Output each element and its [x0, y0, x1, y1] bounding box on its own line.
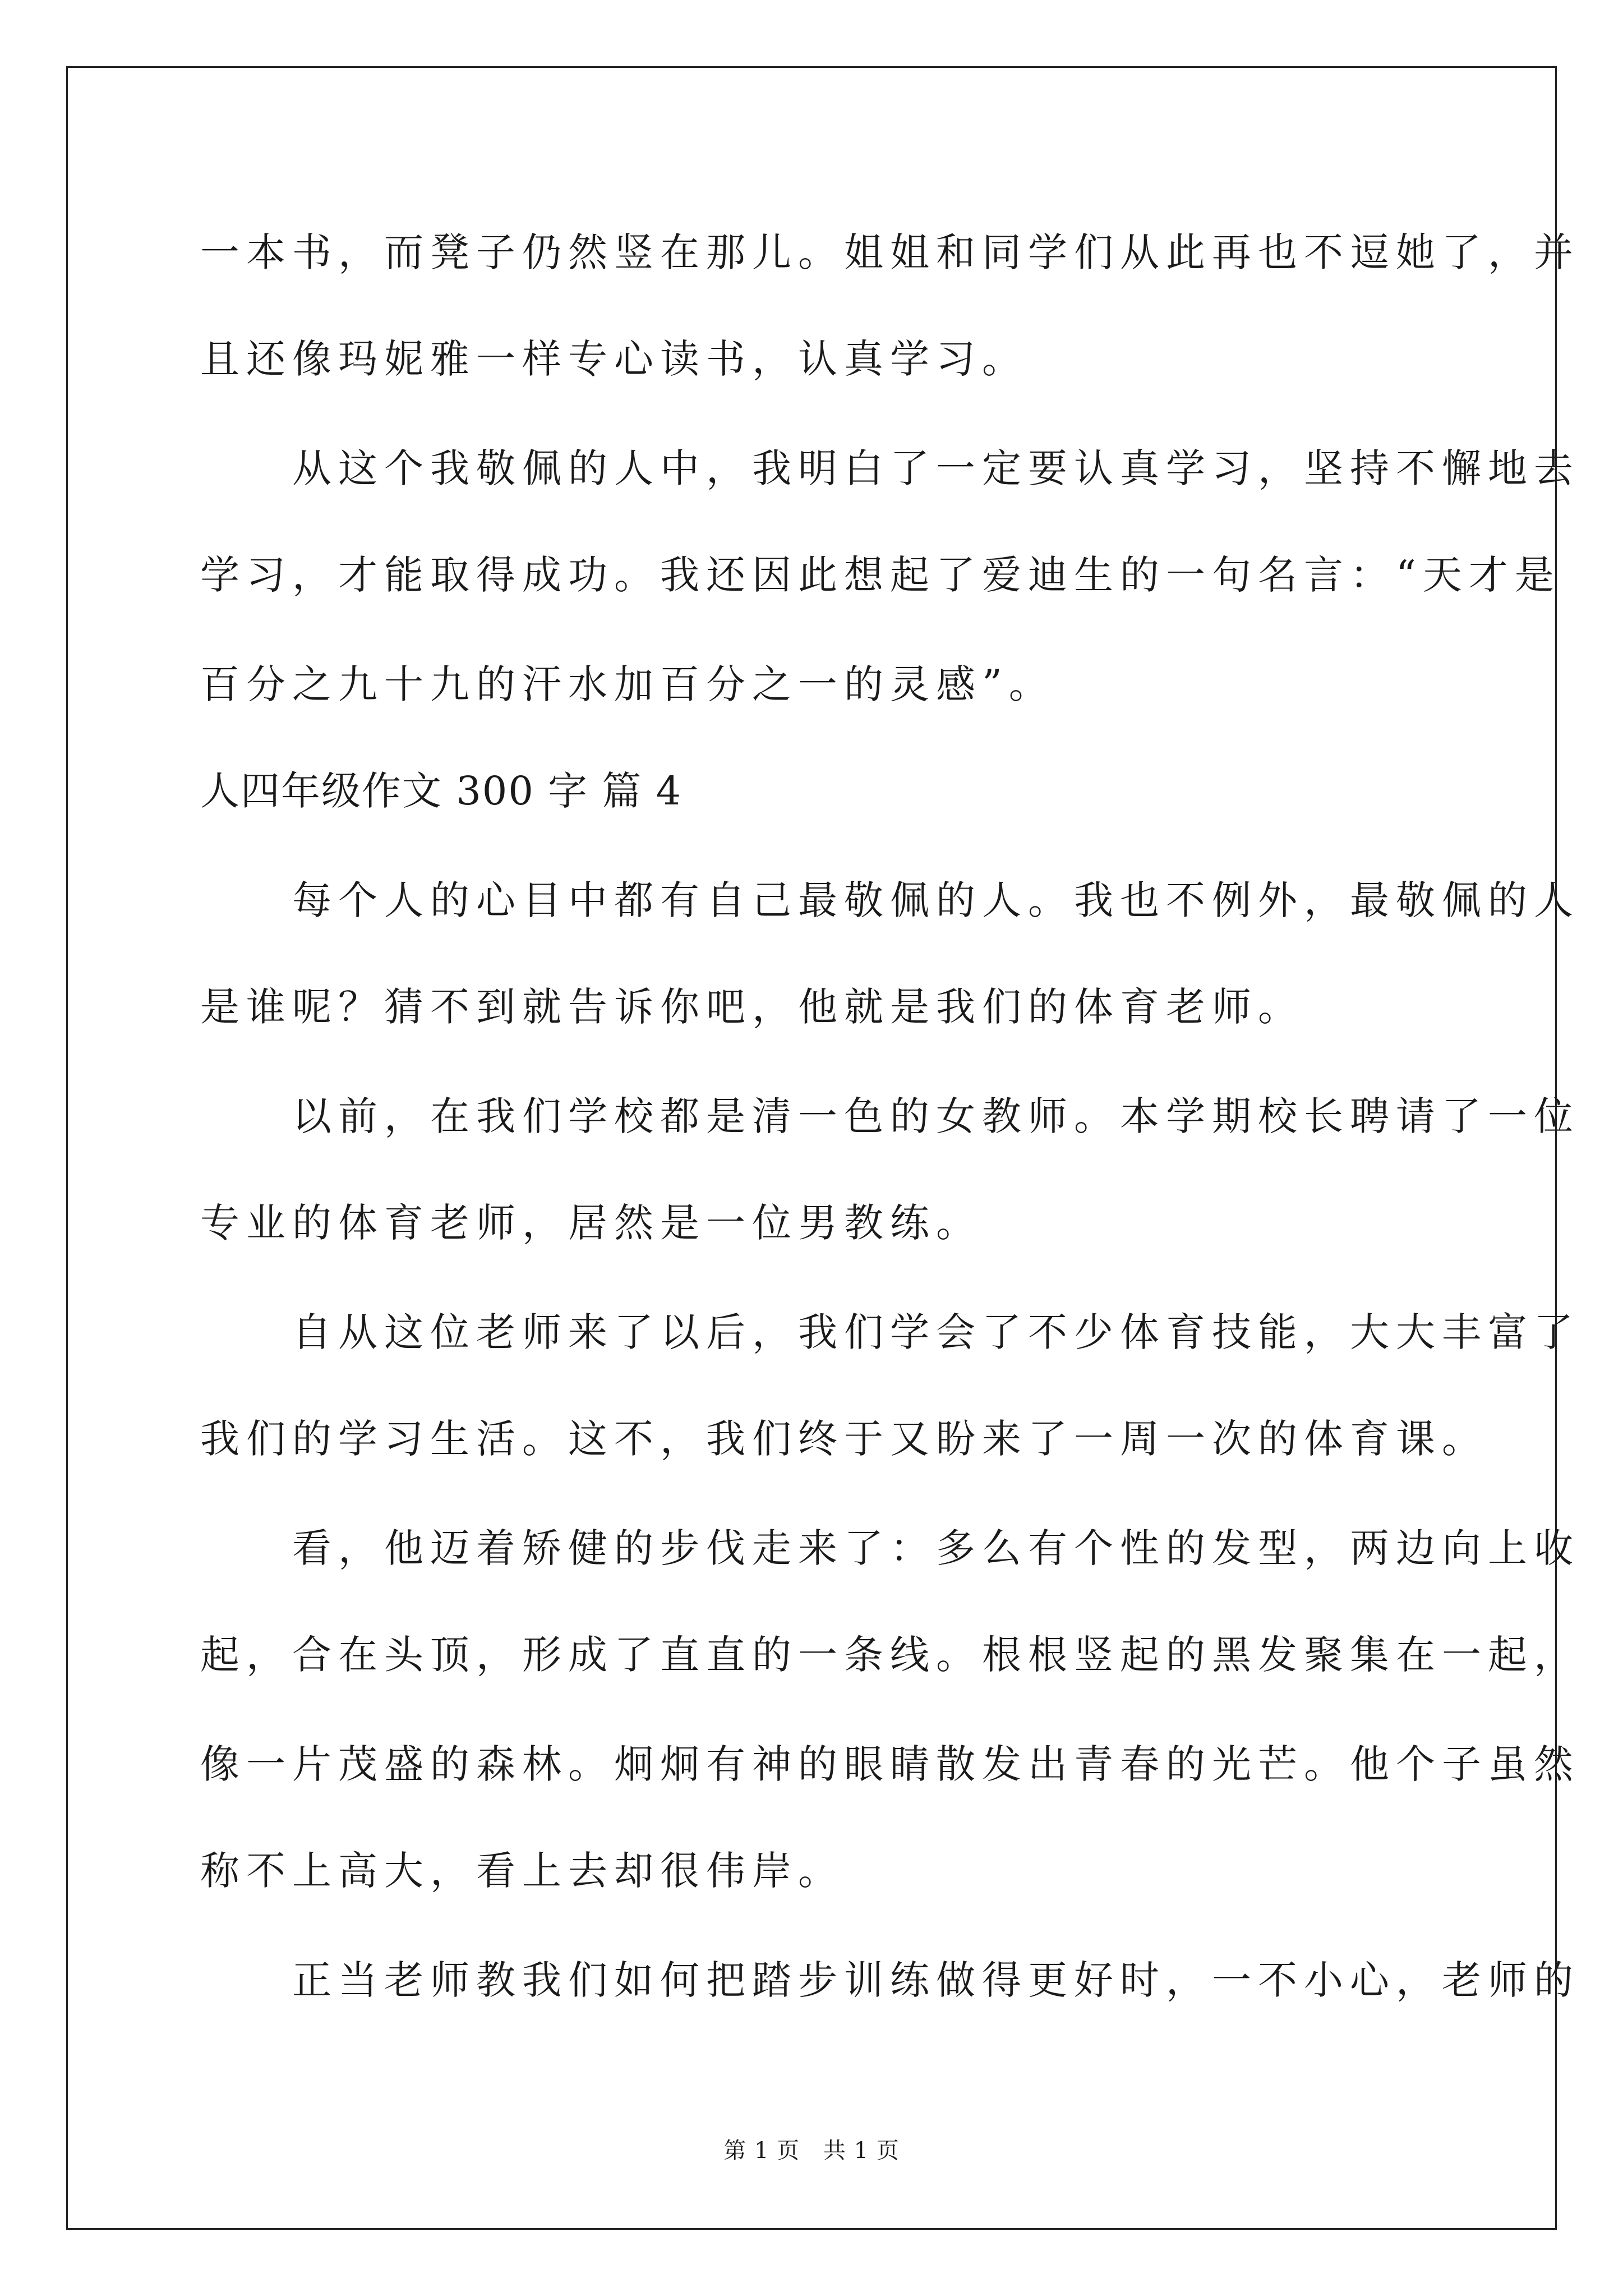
text-line: 每个人的心目中都有自己最敬佩的人。我也不例外，最敬佩的人: [200, 877, 1580, 923]
section-heading: 人四年级作文 300 字 篇 4: [200, 768, 683, 814]
text-line: 且还像玛妮雅一样专心读书，认真学习。: [200, 336, 1028, 382]
text-line: 从这个我敬佩的人中，我明白了一定要认真学习，坚持不懈地去: [200, 445, 1580, 491]
text-line: 自从这位老师来了以后，我们学会了不少体育技能，大大丰富了: [200, 1309, 1580, 1355]
text-line: 一本书，而凳子仍然竖在那儿。姐姐和同学们从此再也不逗她了，并: [200, 229, 1580, 275]
page-total: 共 1 页: [823, 2138, 900, 2164]
text-line: 是谁呢？猜不到就告诉你吧，他就是我们的体育老师。: [200, 984, 1304, 1030]
text-line: 像一片茂盛的森林。炯炯有神的眼睛散发出青春的光芒。他个子虽然: [200, 1741, 1580, 1787]
text-line: 正当老师教我们如何把踏步训练做得更好时，一不小心，老师的: [200, 1957, 1580, 2003]
text-line: 称不上高大，看上去却很伟岸。: [200, 1848, 844, 1894]
text-line: 起，合在头顶，形成了直直的一条线。根根竖起的黑发聚集在一起，: [200, 1632, 1580, 1678]
text-line: 我们的学习生活。这不，我们终于又盼来了一周一次的体育课。: [200, 1416, 1488, 1462]
text-line: 看，他迈着矫健的步伐走来了：多么有个性的发型，两边向上收: [200, 1525, 1580, 1571]
text-line: 学习，才能取得成功。我还因此想起了爱迪生的一句名言：“天才是: [200, 552, 1561, 598]
text-line: 以前，在我们学校都是清一色的女教师。本学期校长聘请了一位: [200, 1093, 1580, 1139]
page-border: [66, 66, 1557, 2230]
text-line: 专业的体育老师，居然是一位男教练。: [200, 1200, 982, 1246]
text-line: 百分之九十九的汗水加百分之一的灵感”。: [200, 661, 1055, 707]
page-number: 第 1 页: [723, 2138, 800, 2164]
page-footer: [0, 2138, 1623, 2163]
